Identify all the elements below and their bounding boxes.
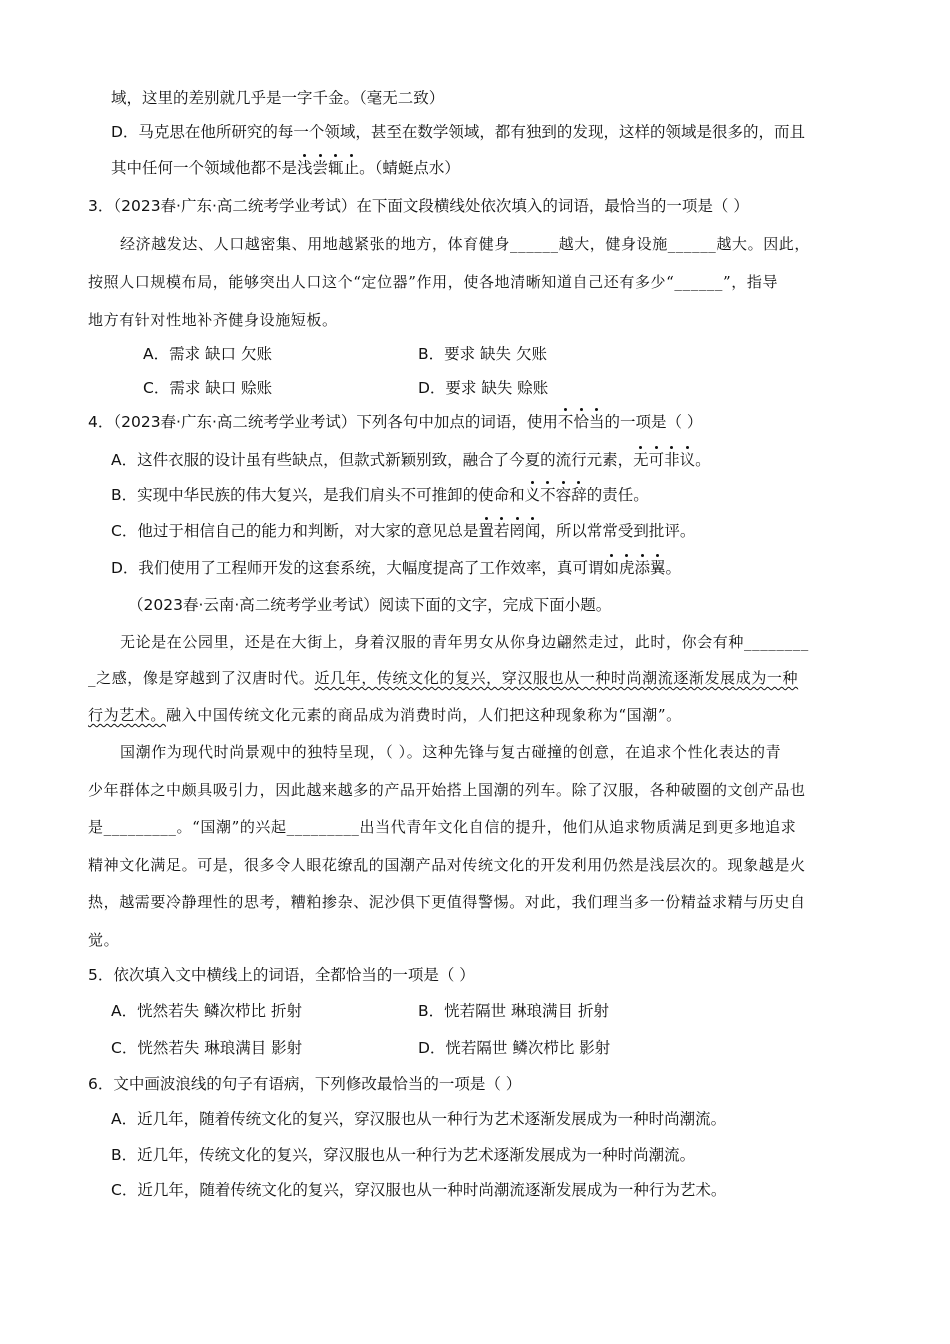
option-text: 域，这里的差别就几乎是一字千金。（毫无二致） bbox=[111, 89, 445, 107]
passage-line bbox=[88, 855, 806, 875]
dotted-char: 议 bbox=[679, 451, 696, 469]
dotted-char: 辄 bbox=[328, 159, 344, 177]
option-d-line bbox=[111, 122, 805, 142]
passage-line bbox=[88, 272, 778, 292]
option-text: A．恍然若失 鳞次栉比 折射 bbox=[111, 1002, 302, 1020]
option-text: B．要求 缺失 欠账 bbox=[418, 345, 547, 363]
dotted-char: 如 bbox=[603, 559, 619, 577]
passage-line bbox=[88, 705, 682, 725]
dotted-char: 止 bbox=[343, 159, 360, 177]
option-text: D．我们使用了工程师开发的这套系统，大幅度提高了工作效率，真可谓 bbox=[111, 559, 604, 577]
option-d-continuation bbox=[111, 158, 460, 178]
option-text: C．恍然若失 琳琅满目 影射 bbox=[111, 1039, 303, 1057]
passage-text: 精神文化满足。可是，很多令人眼花缭乱的国潮产品对传统文化的开发利用仍然是浅层次的。现象越是火 bbox=[88, 856, 806, 874]
q3-option-c[interactable] bbox=[143, 378, 272, 398]
question-text: 5．依次填入文中横线上的词语，全都恰当的一项是（ ） bbox=[88, 966, 475, 984]
passage-line bbox=[120, 742, 781, 762]
passage-text: 无论是在公园里，还是在大街上，身着汉服的青年男女从你身边翩然走过，此时，你会有种________ bbox=[120, 633, 809, 651]
q4-option-b[interactable] bbox=[111, 485, 649, 505]
passage-line bbox=[88, 930, 119, 950]
passage-line bbox=[120, 632, 809, 652]
question-4-stem bbox=[88, 412, 702, 432]
option-text: ，所以常常受到批评。 bbox=[540, 522, 696, 540]
passage-text: 地方有针对性地补齐健身设施短板。 bbox=[88, 311, 338, 329]
passage-line bbox=[88, 780, 806, 800]
question-text: 的一项是（ ） bbox=[604, 413, 703, 431]
option-text: C．近几年，随着传统文化的复兴，穿汉服也从一种时尚潮流逐渐发展成为一种行为艺术。 bbox=[111, 1181, 727, 1199]
reading-intro bbox=[128, 595, 611, 615]
option-text: A．这件衣服的设计虽有些缺点，但款式新颖别致，融合了今夏的流行元素， bbox=[111, 451, 634, 469]
q3-option-a[interactable] bbox=[143, 344, 272, 364]
passage-text: _之感，像是穿越到了汉唐时代。 bbox=[88, 669, 315, 687]
option-line bbox=[111, 88, 444, 108]
option-text: D．恍若隔世 鳞次栉比 影射 bbox=[418, 1039, 611, 1057]
passage-line bbox=[120, 234, 810, 254]
option-text: B．实现中华民族的伟大复兴，是我们肩头不可推卸的使命和 bbox=[111, 486, 525, 504]
option-text: 。（蜻蜓点水） bbox=[359, 159, 460, 177]
q5-option-d[interactable] bbox=[418, 1038, 610, 1058]
q3-option-b[interactable] bbox=[418, 344, 547, 364]
question-text: 4．（2023春·广东·高二统考学业考试）下列各句中加点的词语，使用 bbox=[88, 413, 558, 431]
wavy-underlined-sentence: 近几年，传统文化的复兴，穿汉服也从一种时尚潮流逐渐发展成为一种 bbox=[314, 669, 799, 687]
dotted-char: 翼 bbox=[650, 559, 666, 577]
q3-option-d[interactable] bbox=[418, 378, 548, 398]
option-text: B．近几年，传统文化的复兴，穿汉服也从一种行为艺术逐渐发展成为一种时尚潮流。 bbox=[111, 1146, 696, 1164]
option-text: C．需求 缺口 赊账 bbox=[143, 379, 273, 397]
passage-text: 是_________。“国潮”的兴起_________出当代青年文化自信的提升，他们从追求物质满足到更多地追求 bbox=[88, 818, 797, 836]
q4-option-a[interactable] bbox=[111, 450, 711, 470]
q5-option-b[interactable] bbox=[418, 1001, 609, 1021]
option-text: A．近几年，随着传统文化的复兴，穿汉服也从一种行为艺术逐渐发展成为一种时尚潮流。 bbox=[111, 1110, 727, 1128]
dotted-char: 虎 bbox=[618, 559, 635, 577]
passage-text: 国潮作为现代时尚景观中的独特呈现，（ ）。这种先锋与复古碰撞的创意，在追求个性化表达的青 bbox=[120, 743, 782, 761]
question-6-stem bbox=[88, 1074, 521, 1094]
dotted-char: 浅 bbox=[297, 159, 313, 177]
question-text: 6．文中画波浪线的句子有语病，下列修改最恰当的一项是（ ） bbox=[88, 1075, 522, 1093]
dotted-char: 置 bbox=[478, 522, 494, 540]
q4-option-c[interactable] bbox=[111, 521, 695, 541]
dotted-char: 恰 bbox=[573, 413, 589, 431]
passage-text: 按照人口规模布局，能够突出人口这个“定位器”作用，使各地清晰知道自己还有多少“______”，指导 bbox=[88, 273, 779, 291]
dotted-char: 罔 bbox=[509, 522, 525, 540]
q6-option-c[interactable] bbox=[111, 1180, 726, 1200]
dotted-char: 可 bbox=[648, 451, 665, 469]
option-text: 。 bbox=[665, 559, 682, 577]
passage-text: 热，越需要冷静理性的思考，糟粕掺杂、泥沙俱下更值得警惕。对此，我们理当多一份精益求精与历史自 bbox=[88, 893, 806, 911]
dotted-char: 容 bbox=[555, 486, 572, 504]
passage-line bbox=[88, 310, 338, 330]
q6-option-a[interactable] bbox=[111, 1109, 726, 1129]
option-text: 其中任何一个领域他都不是 bbox=[111, 159, 298, 177]
question-text: （2023春·云南·高二统考学业考试）阅读下面的文字，完成下面小题。 bbox=[128, 596, 612, 614]
question-text: 3．（2023春·广东·高二统考学业考试）在下面文段横线处依次填入的词语，最恰当的一项是（ ） bbox=[88, 197, 749, 215]
dotted-char: 当 bbox=[588, 413, 605, 431]
passage-text: 经济越发达、人口越密集、用地越紧张的地方，体育健身______越大，健身设施______越大。因此， bbox=[120, 235, 811, 253]
q5-option-c[interactable] bbox=[111, 1038, 302, 1058]
option-text: B．恍若隔世 琳琅满目 折射 bbox=[418, 1002, 609, 1020]
passage-line bbox=[88, 668, 798, 688]
option-text: D．马克思在他所研究的每一个领域，甚至在数学领域，都有独到的发现，这样的领域是很多的，而且 bbox=[111, 123, 805, 141]
dotted-char: 非 bbox=[664, 451, 680, 469]
passage-text: 觉。 bbox=[88, 931, 120, 949]
passage-line bbox=[88, 892, 806, 912]
option-text: 的责任。 bbox=[586, 486, 649, 504]
passage-text: 少年群体之中颇具吸引力，因此越来越多的产品开始搭上国潮的列车。除了汉服，各种破圈的文创产品也 bbox=[88, 781, 806, 799]
dotted-char: 添 bbox=[634, 559, 650, 577]
question-5-stem bbox=[88, 965, 475, 985]
wavy-underlined-sentence: 行为艺术。 bbox=[88, 706, 167, 724]
dotted-char: 不 bbox=[540, 486, 556, 504]
q6-option-b[interactable] bbox=[111, 1145, 695, 1165]
dotted-char: 义 bbox=[524, 486, 541, 504]
option-text: 。 bbox=[695, 451, 711, 469]
dotted-char: 尝 bbox=[312, 159, 329, 177]
option-text: D．要求 缺失 赊账 bbox=[418, 379, 549, 397]
dotted-char: 闻 bbox=[524, 522, 541, 540]
q4-option-d[interactable] bbox=[111, 558, 681, 578]
dotted-char: 不 bbox=[557, 413, 574, 431]
passage-text: 融入中国传统文化元素的商品成为消费时尚，人们把这种现象称为“国潮”。 bbox=[166, 706, 682, 724]
dotted-char: 若 bbox=[493, 522, 510, 540]
dotted-char: 辞 bbox=[571, 486, 587, 504]
q5-option-a[interactable] bbox=[111, 1001, 302, 1021]
dotted-char: 无 bbox=[633, 451, 649, 469]
question-3-stem bbox=[88, 196, 749, 216]
option-text: A．需求 缺口 欠账 bbox=[143, 345, 272, 363]
option-text: C．他过于相信自己的能力和判断，对大家的意见总是 bbox=[111, 522, 479, 540]
passage-line bbox=[88, 817, 796, 837]
